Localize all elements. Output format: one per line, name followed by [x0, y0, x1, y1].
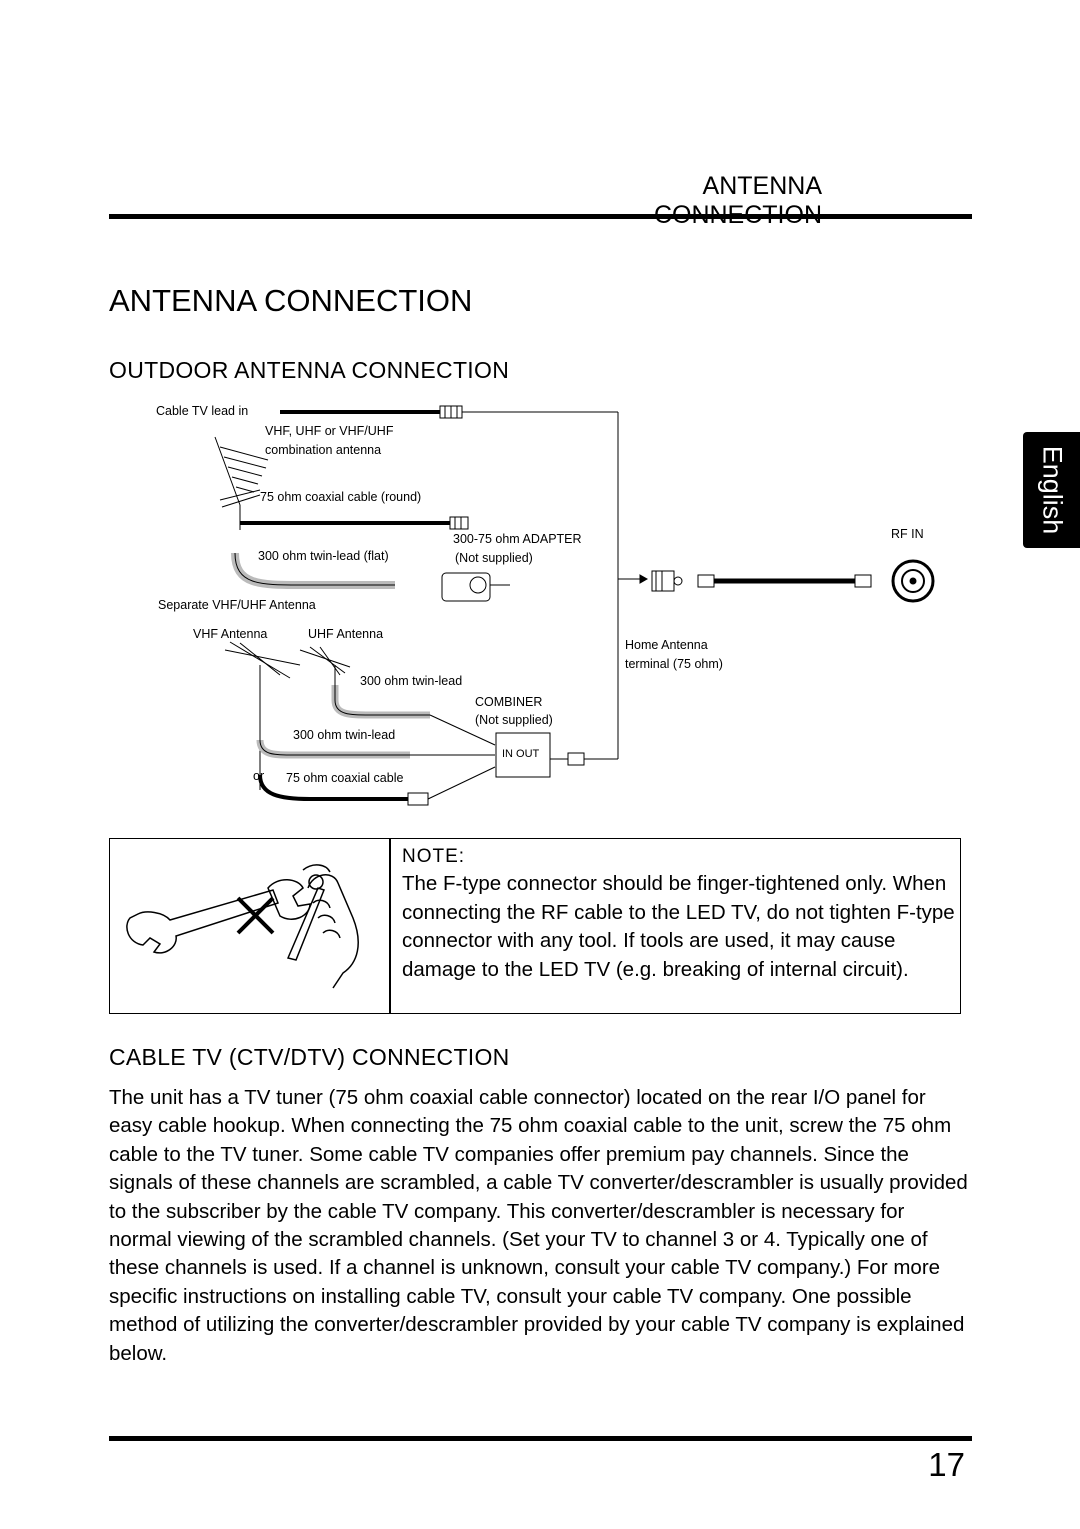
label-separate-antenna: Separate VHF/UHF Antenna — [158, 598, 316, 612]
cable-heading: CABLE TV (CTV/DTV) CONNECTION — [109, 1044, 510, 1070]
label-coax-round: 75 ohm coaxial cable (round) — [260, 490, 422, 504]
cable-paragraph: The unit has a TV tuner (75 ohm coaxial cable connector) located on the rear I/O panel for easy cable hookup. When connecting the 75 ohm coaxial cable to the unit, screw the 75 ohm cable to the TV tuner. Some cable TV companies offer premium pay channels. Since the signals of these channels are scrambled, a cable TV converter/descrambler is usually provided to the subscriber by the cable TV company. This converter/descrambler is necessary for normal viewing of the scrambled channels. (Set your TV to channel 3 or 4. Typically one of these channels is used. If a channel is unknown, consult your cable TV company.) For more specific instructions on installing cable TV, consult your cable TV company. One possible method of utilizing the converter/descrambler provided by your cable TV company is explained below. — [109, 1086, 968, 1365]
label-combo-antenna-1: VHF, UHF or VHF/UHF — [265, 424, 394, 438]
label-vhf-antenna: VHF Antenna — [193, 627, 268, 641]
language-tab-label: English — [1037, 445, 1067, 535]
label-twin-lead-2: 300 ohm twin-lead — [293, 728, 396, 742]
bottom-rule — [109, 1436, 972, 1441]
label-combiner-1: COMBINER — [475, 695, 543, 709]
language-tab — [1023, 432, 1080, 548]
label-coax-cable: 75 ohm coaxial cable — [286, 771, 404, 785]
page-title: ANTENNA CONNECTION — [109, 283, 473, 318]
note-text: The F-type connector should be finger-tightened only. When connecting the RF cable to the LED TV, do not tighten F-type connector with any tool. If tools are used, it may cause damage to the LED TV (e.g. breaking of internal circuit). — [402, 872, 955, 981]
label-in-out: IN OUT — [502, 748, 540, 760]
label-combiner-2: (Not supplied) — [475, 713, 553, 727]
label-twin-lead-flat: 300 ohm twin-lead (flat) — [258, 549, 389, 563]
antenna-connection-diagram — [150, 395, 950, 815]
label-home-terminal-1: Home Antenna — [625, 638, 708, 652]
label-uhf-antenna: UHF Antenna — [308, 627, 384, 641]
wrench-prohibited-icon — [118, 848, 380, 1006]
top-rule — [109, 214, 972, 219]
note-title: NOTE: — [402, 846, 466, 867]
label-or: or — [253, 769, 265, 783]
label-cable-lead-in: Cable TV lead in — [156, 404, 249, 418]
page-number: 17 — [928, 1446, 965, 1483]
label-rf-in: RF IN — [891, 527, 924, 541]
label-home-terminal-2: terminal (75 ohm) — [625, 657, 723, 671]
outdoor-heading: OUTDOOR ANTENNA CONNECTION — [109, 357, 510, 383]
label-adapter-1: 300-75 ohm ADAPTER — [453, 532, 582, 546]
label-combo-antenna-2: combination antenna — [265, 443, 382, 457]
note-divider — [389, 838, 391, 1014]
section-header-label: ANTENNA — [702, 172, 822, 200]
label-adapter-2: (Not supplied) — [455, 551, 533, 565]
label-twin-lead-1: 300 ohm twin-lead — [360, 674, 463, 688]
